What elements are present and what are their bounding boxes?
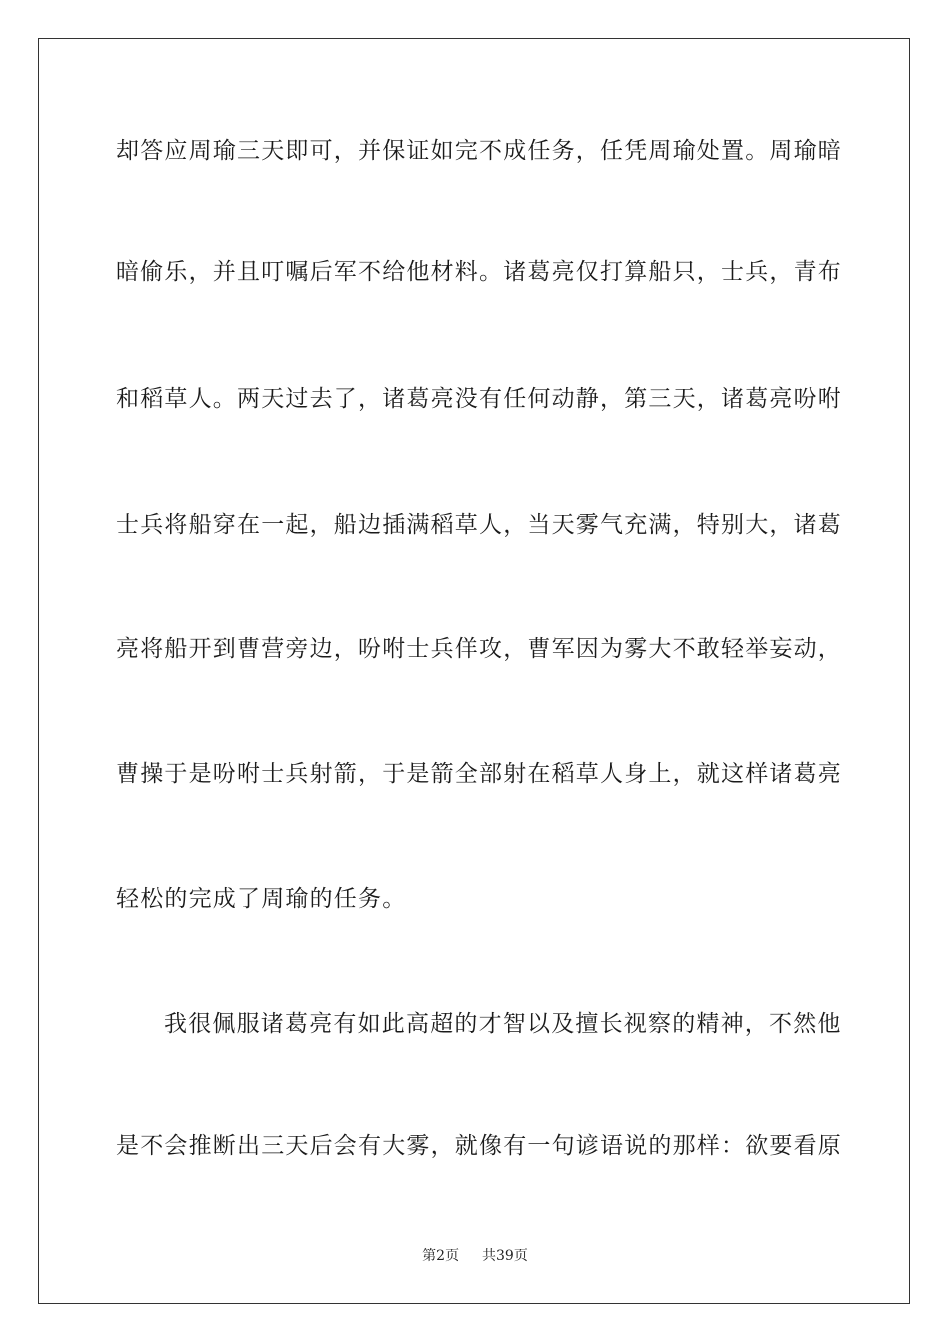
page-border bbox=[38, 38, 910, 1304]
text-line: 是不会推断出三天后会有大雾，就像有一句谚语说的那样：欲要看原 bbox=[116, 1133, 842, 1159]
page-number: 第2页 bbox=[422, 1248, 460, 1264]
text-line: 和稻草人。两天过去了，诸葛亮没有任何动静，第三天，诸葛亮吩咐 bbox=[116, 386, 842, 412]
text-line: 曹操于是吩咐士兵射箭，于是箭全部射在稻草人身上，就这样诸葛亮 bbox=[116, 761, 842, 787]
text-line: 亮将船开到曹营旁边，吩咐士兵佯攻，曹军因为雾大不敢轻举妄动， bbox=[116, 636, 842, 662]
text-line: 却答应周瑜三天即可，并保证如完不成任务，任凭周瑜处置。周瑜暗 bbox=[116, 138, 842, 164]
text-line: 士兵将船穿在一起，船边插满稻草人，当天雾气充满，特别大，诸葛 bbox=[116, 512, 842, 538]
page-footer bbox=[0, 1247, 950, 1265]
text-line: 轻松的完成了周瑜的任务。 bbox=[116, 886, 407, 912]
text-line: 暗偷乐，并且叮嘱后军不给他材料。诸葛亮仅打算船只，士兵，青布 bbox=[116, 259, 842, 285]
paragraph-first-line: 我很佩服诸葛亮有如此高超的才智以及擅长视察的精神，不然他 bbox=[164, 1011, 842, 1037]
page-total: 共39页 bbox=[482, 1248, 528, 1264]
